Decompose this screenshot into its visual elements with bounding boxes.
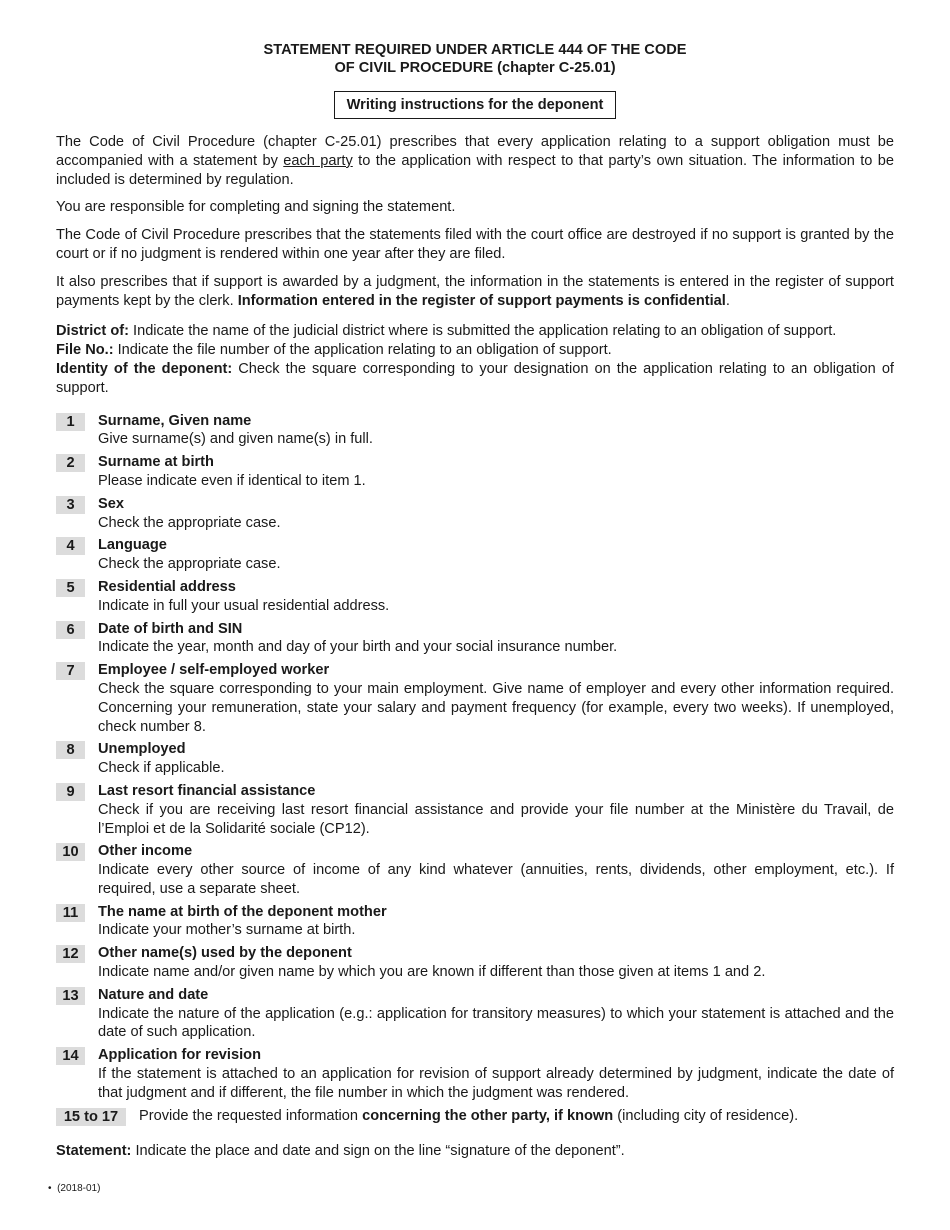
item-number: 5	[56, 579, 85, 597]
intro-paragraph-1: The Code of Civil Procedure (chapter C-25.01) prescribes that every application relating to a support obligation must be accompanied with a statement by each party to the application with respect to that party’s own situation. The information to be included is determined by regulation.	[56, 134, 895, 188]
item-text: Indicate your mother’s surname at birth.	[98, 922, 356, 939]
list-item	[56, 495, 894, 533]
title-line-1: STATEMENT REQUIRED UNDER ARTICLE 444 OF THE CODE	[263, 42, 687, 58]
item-number: 15 to 17	[56, 1108, 126, 1126]
item-text: Indicate the nature of the application (e.g.: application for transitory measures) to which your statement is attached and the date of such application.	[98, 1005, 894, 1041]
item-text: Give surname(s) and given name(s) in full.	[98, 431, 373, 448]
item-number: 1	[56, 413, 85, 431]
item-text: Indicate name and/or given name by which you are known if different than those given at items 1 and 2.	[98, 964, 766, 981]
list-item	[56, 903, 894, 941]
list-item	[56, 842, 894, 898]
item-text: Check the appropriate case.	[98, 514, 281, 531]
item-title: Other income	[98, 843, 193, 860]
intro-paragraph-4: It also prescribes that if support is awarded by a judgment, the information in the statements is entered in the register of support payments kept by the clerk. Information entered in the register of support payments is confidential.	[56, 273, 894, 309]
item-text: Please indicate even if identical to item 1.	[98, 472, 366, 489]
item-text: Indicate in full your usual residential address.	[98, 597, 390, 614]
item-text: Indicate every other source of income of any kind whatever (annuities, rents, dividends, other employment, etc.). If required, use a separate sheet.	[98, 862, 894, 897]
definitions	[56, 322, 894, 397]
item-number: 14	[56, 1047, 85, 1065]
item-text: Indicate the year, month and day of your birth and your social insurance number.	[98, 639, 618, 656]
list-item	[56, 944, 894, 982]
definition-file-no: File No.: Indicate the file number of the application relating to an obligation of support.	[56, 342, 612, 359]
item-number: 3	[56, 496, 85, 514]
item-text: Check the appropriate case.	[98, 556, 281, 573]
form-footer	[48, 1183, 100, 1195]
statement-instruction: Statement: Indicate the place and date and sign on the line “signature of the deponent”.	[56, 1142, 625, 1159]
item-title: Unemployed	[98, 741, 186, 758]
item-title: Language	[98, 537, 167, 554]
item-title: Application for revision	[98, 1047, 261, 1064]
page-title	[56, 41, 894, 77]
item-number: 4	[56, 537, 85, 555]
item-number: 10	[56, 843, 85, 861]
definition-district: District of: Indicate the name of the judicial district where is submitted the application relating to an obligation of support.	[56, 323, 837, 340]
item-title: Sex	[98, 495, 124, 512]
item-number: 7	[56, 662, 85, 680]
footer-bullet: •	[48, 1183, 52, 1194]
item-number: 8	[56, 741, 85, 759]
item-title: Date of birth and SIN	[98, 620, 243, 637]
instructions-page	[56, 41, 894, 1160]
item-number: 12	[56, 945, 85, 963]
item-title: Surname, Given name	[98, 412, 252, 429]
list-item	[56, 453, 894, 491]
item-title: Surname at birth	[98, 454, 214, 471]
list-item	[56, 782, 894, 838]
list-item	[56, 412, 894, 450]
item-title: Last resort financial assistance	[98, 782, 316, 799]
item-list	[56, 412, 894, 1126]
confidential-notice: Information entered in the register of support payments is confidential	[237, 292, 726, 309]
list-item	[56, 1046, 894, 1102]
item-number: 13	[56, 987, 85, 1005]
item-text: Provide the requested information concerning the other party, if known (including city of residence).	[139, 1107, 799, 1124]
underlined-each-party: each party	[283, 152, 353, 169]
item-number: 11	[56, 904, 85, 922]
list-item	[56, 986, 894, 1042]
list-item	[56, 578, 894, 616]
item-title: Nature and date	[98, 986, 209, 1003]
item-text: Check if applicable.	[98, 760, 225, 777]
item-title: The name at birth of the deponent mother	[98, 903, 387, 920]
item-title: Employee / self-employed worker	[98, 662, 330, 679]
item-title: Other name(s) used by the deponent	[98, 945, 352, 962]
item-number: 6	[56, 621, 85, 639]
item-number: 2	[56, 454, 85, 472]
item-text: If the statement is attached to an application for revision of support already determined by judgment, indicate the date of that judgment and if different, the file number in which the judgment was rendered.	[98, 1066, 894, 1101]
list-item	[56, 536, 894, 574]
form-version-code: (2018-01)	[57, 1183, 101, 1194]
intro-paragraph-3: The Code of Civil Procedure prescribes that the statements filed with the court office are destroyed if no support is granted by the court or if no judgment is rendered within one year after they are filed.	[56, 227, 894, 262]
intro-paragraph-2: You are responsible for completing and signing the statement.	[56, 199, 456, 216]
title-line-2: OF CIVIL PROCEDURE (chapter C-25.01)	[334, 60, 616, 76]
item-text: Check if you are receiving last resort financial assistance and provide your file number at the Ministère du Travail, de l’Emploi et de la Solidarité sociale (CP12).	[98, 801, 894, 837]
item-text: Check the square corresponding to your main employment. Give name of employer and every other information required. Concerning your remuneration, state your salary and payment frequency (for example, every two weeks). If unemployed, check number 8.	[98, 680, 894, 735]
list-item	[56, 620, 894, 658]
definition-identity: Identity of the deponent: Check the square corresponding to your designation on the application relating to an obligation of support.	[56, 360, 894, 396]
list-item-15-to-17	[56, 1107, 894, 1126]
list-item	[56, 740, 894, 778]
item-title: Residential address	[98, 578, 236, 595]
item-number: 9	[56, 783, 85, 801]
subtitle-box: Writing instructions for the deponent	[334, 91, 617, 119]
list-item	[56, 661, 894, 736]
